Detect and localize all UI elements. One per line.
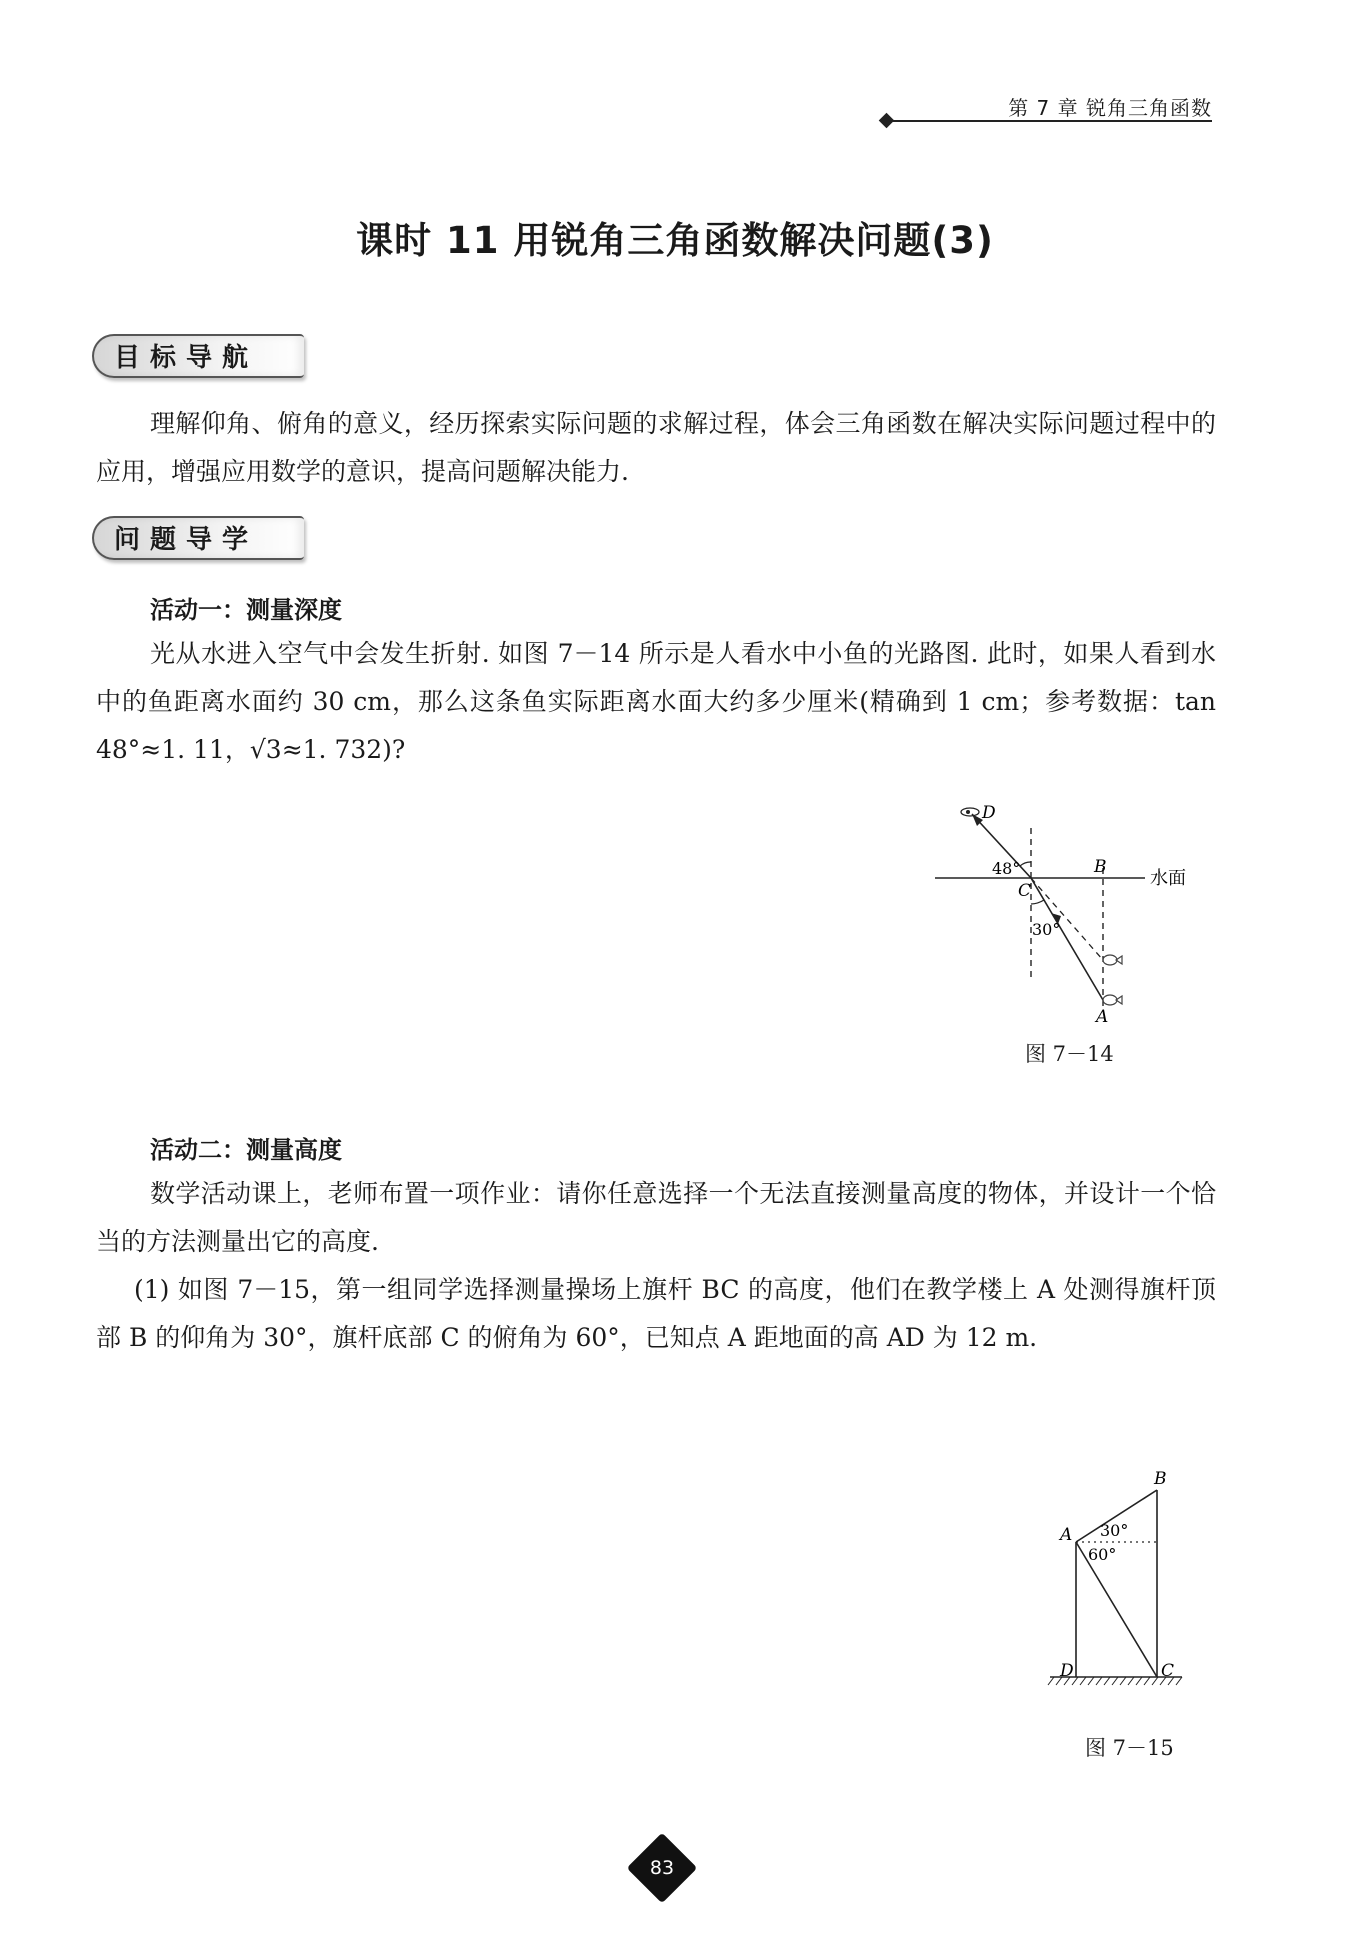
- section-tab-goal-nav: 目标导航: [92, 334, 304, 378]
- fig14-label-C: C: [1018, 881, 1032, 901]
- header-rule: [890, 120, 1212, 122]
- activity2-title: 活动二：测量高度: [150, 1136, 342, 1164]
- fig14-label-B: B: [1094, 857, 1107, 877]
- fig15-label-A: A: [1060, 1525, 1073, 1545]
- activity1-title: 活动一：测量深度: [150, 596, 342, 624]
- fig15-angle-60: 60°: [1088, 1545, 1117, 1564]
- fig14-label-A: A: [1096, 1007, 1109, 1027]
- figure-7-14-diagram: [930, 800, 1200, 1030]
- fig15-label-B: B: [1154, 1470, 1167, 1489]
- fig15-label-C: C: [1161, 1661, 1175, 1681]
- figure-7-15-diagram: [1040, 1470, 1200, 1700]
- fig15-angle-30: 30°: [1100, 1521, 1129, 1540]
- activity1-paragraph: 光从水进入空气中会发生折射. 如图 7－14 所示是人看水中小鱼的光路图. 此时，如果人看到水中的鱼距离水面约 30 cm，那么这条鱼实际距离水面大约多少厘米(精确到 1 cm；参考数据：tan 48°≈1. 11，√3≈1. 732)?: [96, 639, 1216, 764]
- activity2-paragraph-2: (1) 如图 7－15，第一组同学选择测量操场上旗杆 BC 的高度，他们在教学楼上 A 处测得旗杆顶部 B 的仰角为 30°，旗杆底部 C 的俯角为 60°，已知点 A 距地面的高 AD 为 12 m.: [96, 1275, 1216, 1352]
- apparent-fish-icon: [1103, 955, 1122, 965]
- figure-7-14-caption: 图 7－14: [1025, 1042, 1114, 1066]
- page-number: 83: [649, 1857, 675, 1879]
- fig15-label-D: D: [1060, 1661, 1074, 1681]
- fig14-water-label: 水面: [1150, 868, 1186, 889]
- lesson-title: 课时 11 用锐角三角函数解决问题(3): [356, 219, 994, 262]
- fig14-angle-30: 30°: [1032, 920, 1061, 939]
- figure-7-15-caption: 图 7－15: [1085, 1736, 1174, 1760]
- goal-paragraph: 理解仰角、俯角的意义，经历探索实际问题的求解过程，体会三角函数在解决实际问题过程中的应用，增强应用数学的意识，提高问题解决能力.: [96, 409, 1216, 486]
- chapter-header: 第 7 章 锐角三角函数: [1008, 96, 1212, 120]
- fig14-label-D: D: [982, 803, 996, 823]
- real-fish-icon: [1103, 995, 1122, 1005]
- fig14-angle-48: 48°: [992, 859, 1021, 878]
- section-tab-problem-guide: 问题导学: [92, 516, 304, 560]
- activity2-paragraph-1: 数学活动课上，老师布置一项作业：请你任意选择一个无法直接测量高度的物体，并设计一个恰当的方法测量出它的高度.: [96, 1179, 1216, 1256]
